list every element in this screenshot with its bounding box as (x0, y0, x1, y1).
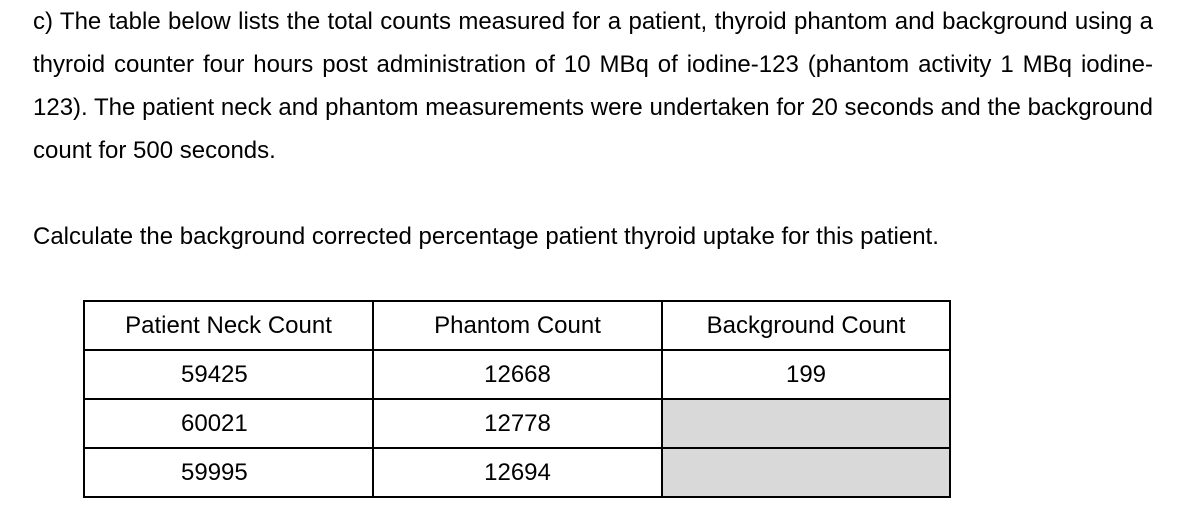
counts-table (83, 300, 951, 498)
background-count-cell: 199 (662, 350, 950, 399)
patient-neck-count-cell: 59995 (84, 448, 373, 497)
patient-neck-count-cell: 60021 (84, 399, 373, 448)
patient-neck-count-cell: 59425 (84, 350, 373, 399)
phantom-count-cell: 12668 (373, 350, 662, 399)
question-paragraph-instruction: Calculate the background corrected percentage patient thyroid uptake for this patient. (33, 223, 939, 250)
background-count-empty-cell (662, 448, 950, 497)
header-patient-neck-count: Patient Neck Count (84, 301, 373, 350)
phantom-count-cell: 12778 (373, 399, 662, 448)
question-paragraph-intro: c) The table below lists the total counts measured for a patient, thyroid phantom and background using a thyroid counter four hours post administration of 10 MBq of iodine-123 (phantom activity 1 MBq iodine-123). The patient neck and phantom measurements were undertaken for 20 seconds and the background count for 500 seconds. (33, 8, 1153, 164)
table-row (84, 399, 950, 448)
background-count-empty-cell (662, 399, 950, 448)
table-header-row (84, 301, 950, 350)
header-background-count: Background Count (662, 301, 950, 350)
header-phantom-count: Phantom Count (373, 301, 662, 350)
table-row (84, 350, 950, 399)
table-row (84, 448, 950, 497)
phantom-count-cell: 12694 (373, 448, 662, 497)
question-text (33, 0, 1153, 258)
